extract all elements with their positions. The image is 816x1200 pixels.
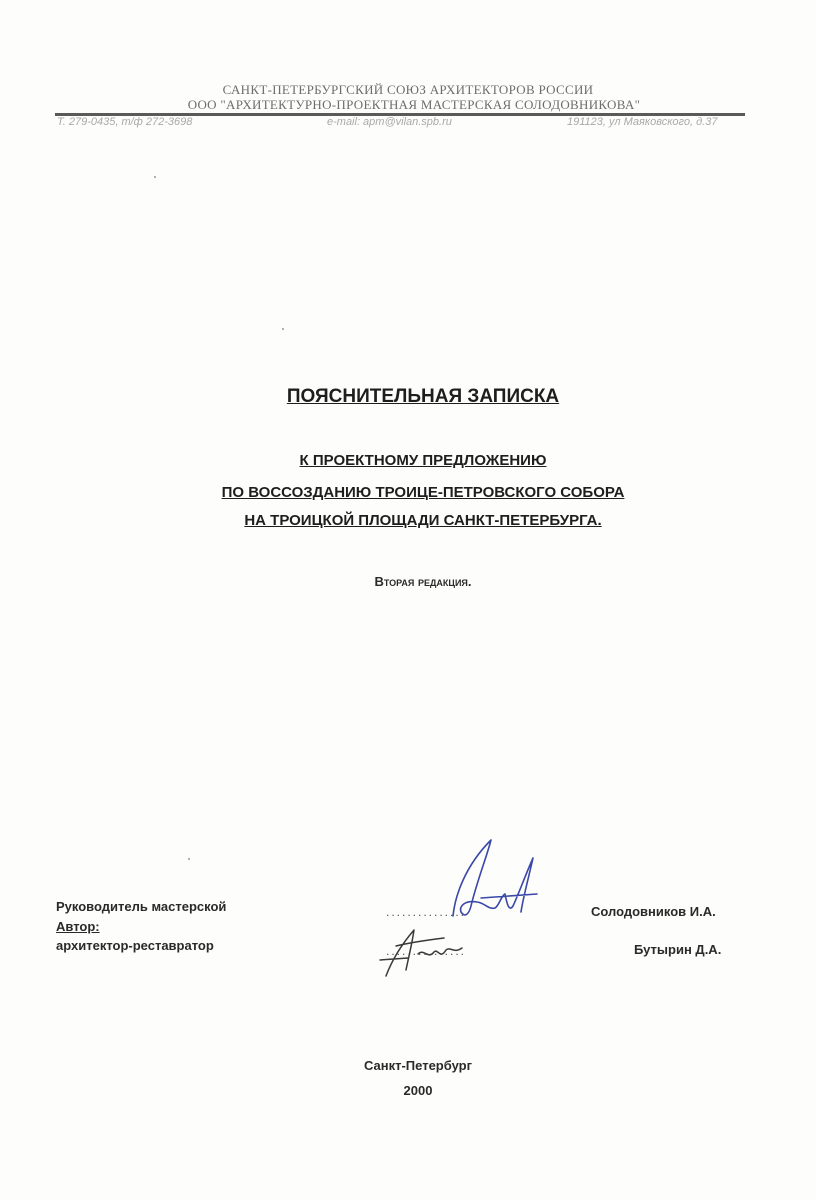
- author-signature: [378, 920, 478, 980]
- letterhead-email: e-mail: apm@vilan.spb.ru: [327, 116, 452, 128]
- letterhead-company-name: ООО "АРХИТЕКТУРНО-ПРОЕКТНАЯ МАСТЕРСКАЯ СОЛОДОВНИКОВА": [187, 97, 641, 112]
- scan-speck: [282, 328, 284, 330]
- document-title: ПОЯСНИТЕЛЬНАЯ ЗАПИСКА: [286, 386, 560, 407]
- head-name: Солодовников И.А.: [591, 904, 716, 919]
- author-role-label: архитектор-реставратор: [56, 938, 214, 953]
- letterhead-union-name: САНКТ-ПЕТЕРБУРГСКИЙ СОЮЗ АРХИТЕКТОРОВ РОССИИ: [222, 82, 594, 97]
- scan-speck: [154, 176, 156, 178]
- head-role-label: Руководитель мастерской: [56, 899, 227, 914]
- signature-line-1: ...............: [386, 905, 467, 919]
- scan-speck: [188, 858, 190, 860]
- author-label: Автор:: [56, 919, 100, 934]
- place-of-issue: Санкт-Петербург: [363, 1058, 473, 1073]
- letterhead-address: 191123, ул Маяковского, д.37: [567, 116, 718, 128]
- letterhead-phone: Т. 279-0435, т/ф 272-3698: [57, 116, 193, 128]
- edition-note: Вторая редакция.: [374, 574, 472, 589]
- author-name: Бутырин Д.А.: [634, 942, 722, 957]
- subtitle-line-2: ПО ВОССОЗДАНИЮ ТРОИЦЕ-ПЕТРОВСКОГО СОБОРА: [221, 484, 625, 501]
- subtitle-line-3: НА ТРОИЦКОЙ ПЛОЩАДИ САНКТ-ПЕТЕРБУРГА.: [244, 512, 602, 529]
- subtitle-line-1: К ПРОЕКТНОМУ ПРЕДЛОЖЕНИЮ: [299, 452, 547, 469]
- signature-line-2: ...............: [386, 944, 467, 958]
- head-signature: [425, 836, 545, 926]
- year-of-issue: 2000: [403, 1083, 433, 1098]
